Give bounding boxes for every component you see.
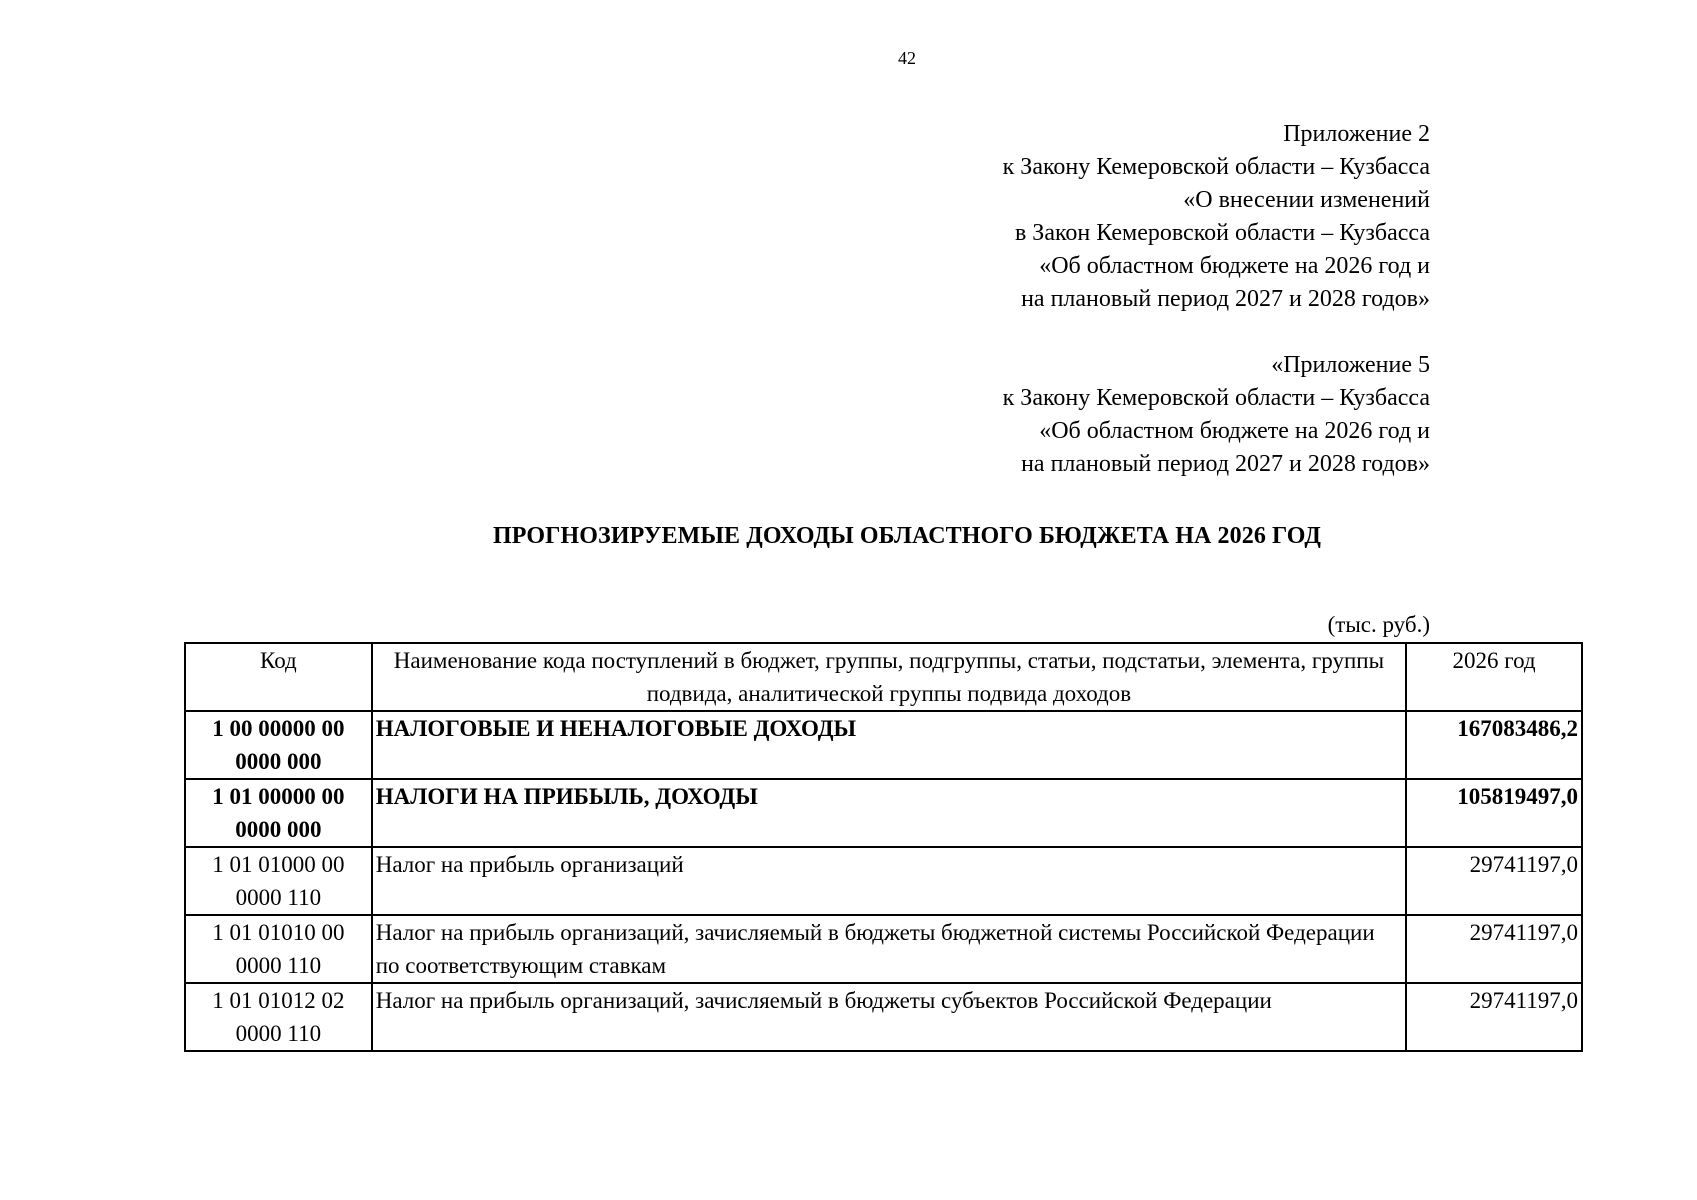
units-label: (тыс. руб.) <box>1327 612 1430 637</box>
row-name: Налог на прибыль организаций, зачисляемый в бюджеты бюджетной системы Российской Федерации по соответствующим ставкам <box>372 915 1406 983</box>
annex-line: к Закону Кемеровской области – Кузбасса <box>1002 154 1430 180</box>
annex-line: на плановый период 2027 и 2028 годов» <box>1021 451 1430 477</box>
annex-header-appendix-5 <box>1003 349 1430 481</box>
row-code: 1 01 00000 00 0000 000 <box>185 779 372 847</box>
annex-line: Приложение 2 <box>1283 121 1430 147</box>
table-row <box>185 847 1582 915</box>
row-code: 1 01 01012 02 0000 110 <box>185 983 372 1051</box>
row-code: 1 00 00000 00 0000 000 <box>185 711 372 779</box>
table-row <box>185 711 1582 779</box>
row-value: 29741197,0 <box>1406 983 1582 1051</box>
header-code: Код <box>185 643 372 711</box>
table-row <box>185 983 1582 1051</box>
row-value: 29741197,0 <box>1406 915 1582 983</box>
revenue-table <box>184 642 1583 1052</box>
row-code: 1 01 01000 00 0000 110 <box>185 847 372 915</box>
header-name: Наименование кода поступлений в бюджет, группы, подгруппы, статьи, подстатьи, элемента, группы подвида, аналитической группы подвида доходов <box>372 643 1406 711</box>
table-row <box>185 779 1582 847</box>
annex-line: «Об областном бюджете на 2026 год и <box>1039 253 1430 279</box>
table-row <box>185 915 1582 983</box>
annex-line: «Приложение 5 <box>1271 352 1430 378</box>
row-value: 29741197,0 <box>1406 847 1582 915</box>
row-name: Налог на прибыль организаций, зачисляемый в бюджеты субъектов Российской Федерации <box>372 983 1406 1051</box>
row-name: НАЛОГИ НА ПРИБЫЛЬ, ДОХОДЫ <box>372 779 1406 847</box>
row-name: НАЛОГОВЫЕ И НЕНАЛОГОВЫЕ ДОХОДЫ <box>372 711 1406 779</box>
annex-line: «О внесении изменений <box>1183 187 1430 213</box>
annex-header-appendix-2 <box>1003 118 1430 316</box>
annex-line: к Закону Кемеровской области – Кузбасса <box>1002 385 1430 411</box>
document-title: ПРОГНОЗИРУЕМЫЕ ДОХОДЫ ОБЛАСТНОГО БЮДЖЕТА НА 2026 ГОД <box>493 523 1321 549</box>
row-name: Налог на прибыль организаций <box>372 847 1406 915</box>
header-value: 2026 год <box>1406 643 1582 711</box>
annex-line: на плановый период 2027 и 2028 годов» <box>1021 286 1430 312</box>
row-value: 167083486,2 <box>1406 711 1582 779</box>
page-number: 42 <box>898 48 916 68</box>
row-code: 1 01 01010 00 0000 110 <box>185 915 372 983</box>
row-value: 105819497,0 <box>1406 779 1582 847</box>
annex-line: «Об областном бюджете на 2026 год и <box>1039 418 1430 444</box>
annex-line: в Закон Кемеровской области – Кузбасса <box>1014 220 1430 246</box>
table-header-row <box>185 643 1582 711</box>
